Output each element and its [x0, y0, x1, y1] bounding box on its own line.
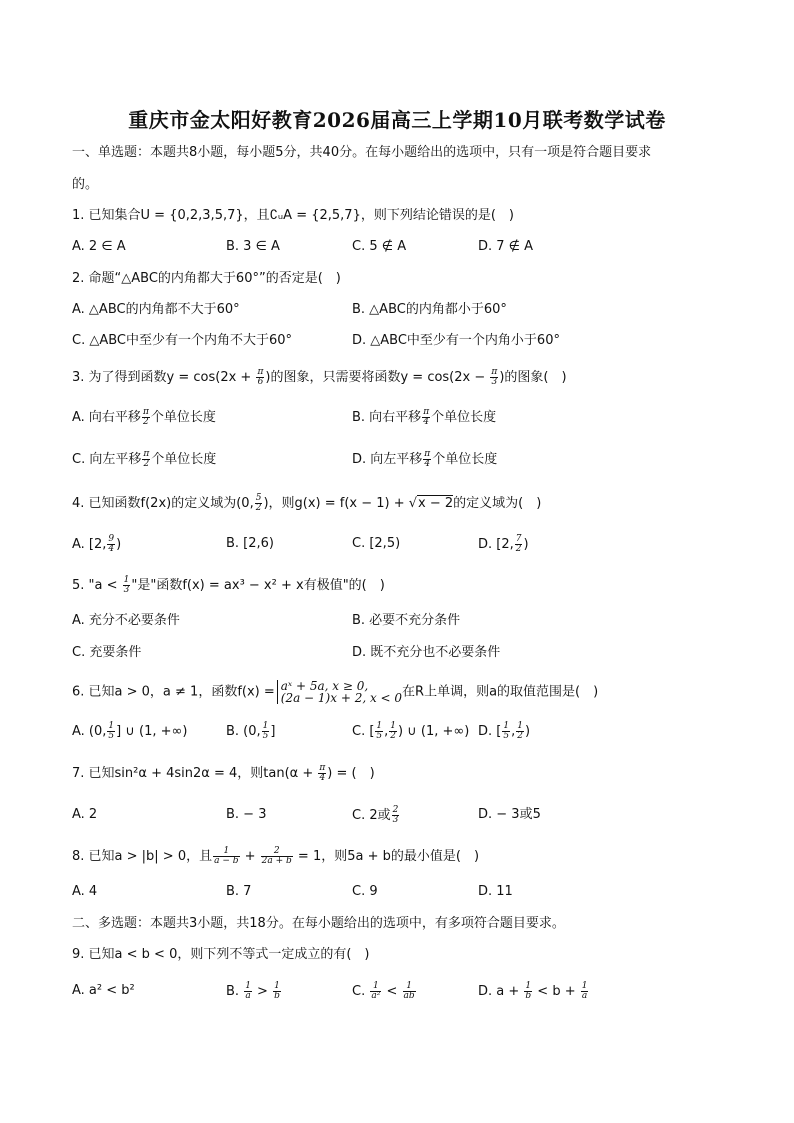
- q6-d-pre: D. [: [478, 724, 502, 739]
- q6-b-post: ]: [270, 724, 276, 739]
- section-2-heading: 二、多选题：本题共3小题，共18分。在每小题给出的选项中，有多项符合题目要求。: [72, 916, 565, 931]
- q4-option-b: B. [2,6): [226, 536, 275, 551]
- q7-f-den: 4: [319, 773, 326, 783]
- q9-b-frac-1: [244, 982, 252, 1001]
- q6-d-post: ): [524, 724, 531, 739]
- q6-c-den-1: 5: [376, 731, 383, 741]
- q4-d-pre: D. [2,: [478, 537, 514, 552]
- q2-option-d: D. △ABC中至少有一个内角小于60°: [352, 333, 560, 348]
- q9-c-mid: <: [382, 984, 402, 999]
- q1-stem: 1. 已知集合U = {0,2,3,5,7}，且∁ᵤA = {2,5,7}，则下列结论错误的是( ): [72, 208, 514, 223]
- q6-b-pre: B. (0,: [226, 724, 261, 739]
- q9-b-num-2: 1: [274, 981, 280, 991]
- q7-stem: [72, 764, 375, 783]
- q3-a-post: 个单位长度: [150, 410, 216, 425]
- q7-option-c: [352, 806, 400, 825]
- q2-option-b: B. △ABC的内角都小于60°: [352, 302, 507, 317]
- q3-c-pre: C. 向左平移: [72, 452, 142, 467]
- q9-d-num-2: 1: [581, 981, 588, 991]
- q7-stem-part-a: 7. 已知sin²α + 4sin2α = 4，则tan(α +: [72, 766, 318, 781]
- q3-c-num: π: [143, 449, 150, 459]
- section-1-heading-cont: 的。: [72, 177, 99, 192]
- q9-b-frac-2: [273, 982, 281, 1001]
- q4-d-den: 2: [515, 544, 522, 554]
- q5-f-den: 3: [123, 585, 130, 595]
- q6-a-frac: [107, 722, 115, 741]
- q3-a-pre: A. 向右平移: [72, 410, 141, 425]
- q4-option-a: [72, 535, 121, 554]
- q7-c-num: 2: [392, 805, 399, 815]
- q7-option-d: D. − 3或5: [478, 807, 541, 822]
- q3-d-post: 个单位长度: [432, 452, 498, 467]
- q8-option-b: B. 7: [226, 884, 252, 899]
- q9-c-den-2: ab: [403, 991, 415, 1001]
- q5-stem: [72, 576, 385, 595]
- q8-f2-num: 2: [261, 847, 293, 857]
- q8-option-a: A. 4: [72, 884, 98, 899]
- q7-option-b: B. − 3: [226, 807, 267, 822]
- q3-b-pre: B. 向右平移: [352, 410, 422, 425]
- q3-option-a: [72, 408, 216, 427]
- q7-option-a: A. 2: [72, 807, 98, 822]
- q3-stem-part-c: )的图象( ): [499, 370, 567, 385]
- q8-stem-part-b: = 1，则5a + b的最小值是( ): [293, 849, 480, 864]
- q9-stem: 9. 已知a < b < 0，则下列不等式一定成立的有( ): [72, 947, 370, 962]
- q4-d-post: ): [523, 537, 529, 552]
- q6-d-den-2: 2: [517, 731, 523, 741]
- q7-stem-part-b: ) = ( ): [327, 766, 375, 781]
- q9-d-frac-2: [581, 982, 589, 1001]
- q9-c-frac-1: [370, 982, 381, 1001]
- q4-d-num: 7: [515, 534, 522, 544]
- q4-stem-part-a: 4. 已知函数f(2x)的定义域为(0,: [72, 496, 254, 511]
- q9-option-c: [352, 982, 417, 1001]
- q9-d-pre: D. a +: [478, 984, 524, 999]
- q6-d-frac-2: [516, 722, 524, 741]
- q6-option-a: [72, 722, 187, 741]
- q1-option-c: C. 5 ∉ A: [352, 239, 407, 254]
- q9-d-frac-1: [524, 982, 532, 1001]
- q4-f-den: 2: [255, 503, 262, 513]
- q6-stem-part-a: 6. 已知a > 0，a ≠ 1，函数f(x) =: [72, 684, 275, 700]
- q9-option-a: A. a² < b²: [72, 983, 135, 998]
- q4-a-frac: [107, 535, 115, 554]
- q3-option-b: [352, 408, 496, 427]
- q3-c-frac: [142, 450, 150, 469]
- q1-option-a: A. 2 ∈ A: [72, 239, 126, 254]
- q7-c-frac: [392, 806, 400, 825]
- q3-option-c: [72, 450, 216, 469]
- q6-a-num: 1: [108, 721, 115, 731]
- q6-piece-1: aˣ + 5a, x ≥ 0,: [280, 679, 369, 693]
- q6-c-mid: ,: [384, 724, 389, 739]
- section-1-heading: 一、单选题：本题共8小题，每小题5分，共40分。在每小题给出的选项中，只有一项是符合题目要求: [72, 145, 652, 160]
- q4-a-pre: A. [2,: [72, 537, 107, 552]
- q5-option-c: C. 充要条件: [72, 645, 142, 660]
- q6-b-frac: [262, 722, 270, 741]
- q6-a-den: 5: [108, 731, 115, 741]
- q5-f-num: 1: [123, 575, 130, 585]
- q6-d-frac-1: [502, 722, 510, 741]
- q6-a-post: ] ∪ (1, +∞): [116, 724, 188, 739]
- q6-c-den-2: 2: [390, 731, 397, 741]
- q6-c-frac-2: [389, 722, 397, 741]
- q6-option-b: [226, 722, 275, 741]
- q4-d-frac: [515, 535, 523, 554]
- q3-c-post: 个单位长度: [151, 452, 217, 467]
- q9-c-num-1: 1: [370, 982, 381, 992]
- q9-b-den-2: b: [274, 991, 280, 1001]
- q3-d-pre: D. 向左平移: [352, 452, 423, 467]
- q3-d-frac: [423, 450, 431, 469]
- q4-option-d: [478, 535, 529, 554]
- q4-fraction: [255, 494, 263, 513]
- q6-c-num-2: 1: [390, 721, 397, 731]
- q6-option-c: [352, 722, 469, 741]
- q8-f2-den: 2a + b: [261, 856, 292, 866]
- q4-stem: [72, 494, 541, 513]
- q9-c-pre: C.: [352, 984, 370, 999]
- q3-stem-part-a: 3. 为了得到函数y = cos(2x +: [72, 370, 256, 385]
- q6-stem-part-b: 在R上单调，则a的取值范围是( ): [402, 684, 599, 700]
- q8-option-d: D. 11: [478, 884, 513, 899]
- q8-f1-num: 1: [213, 847, 239, 857]
- q3-b-frac: [422, 408, 430, 427]
- q6-d-den-1: 5: [503, 731, 510, 741]
- q2-option-c: C. △ABC中至少有一个内角不大于60°: [72, 333, 293, 348]
- q3-d-den: 4: [424, 459, 431, 469]
- q6-d-num-2: 1: [517, 721, 523, 731]
- q6-piecewise: [277, 680, 402, 704]
- q3-d-num: π: [424, 449, 431, 459]
- q2-option-a: A. △ABC的内角都不大于60°: [72, 302, 240, 317]
- q5-option-d: D. 既不充分也不必要条件: [352, 645, 501, 660]
- q3-c-den: 2: [143, 459, 150, 469]
- q3-b-den: 4: [423, 417, 430, 427]
- q4-f-num: 5: [255, 493, 262, 503]
- q7-c-den: 3: [392, 815, 399, 825]
- q8-fraction-2: [261, 847, 293, 866]
- q3-stem-part-b: )的图象，只需要将函数y = cos(2x −: [265, 370, 490, 385]
- q6-piece-2: (2a − 1)x + 2, x < 0: [280, 691, 403, 705]
- q4-a-num: 9: [108, 534, 115, 544]
- q3-f2-den: 3: [491, 377, 498, 387]
- q3-option-d: [352, 450, 497, 469]
- q2-stem: 2. 命题“△ABC的内角都大于60°”的否定是( ): [72, 271, 341, 286]
- q9-d-num-1: 1: [525, 981, 532, 991]
- q5-stem-part-a: 5. "a <: [72, 578, 122, 593]
- q6-option-d: [478, 722, 530, 741]
- q4-radicand: x − 2: [418, 496, 454, 511]
- q9-b-pre: B.: [226, 984, 244, 999]
- q6-b-den: 5: [262, 731, 269, 741]
- q3-fraction-2: [490, 368, 498, 387]
- q9-d-mid: < b +: [533, 984, 580, 999]
- q9-option-b: [226, 982, 282, 1001]
- q9-option-d: [478, 982, 589, 1001]
- q7-f-num: π: [319, 763, 326, 773]
- q9-b-den-1: a: [245, 991, 251, 1001]
- q3-b-post: 个单位长度: [431, 410, 497, 425]
- q6-c-frac-1: [375, 722, 383, 741]
- q6-c-pre: C. [: [352, 724, 375, 739]
- q5-fraction: [123, 576, 131, 595]
- q1-option-b: B. 3 ∈ A: [226, 239, 280, 254]
- q6-b-num: 1: [262, 721, 269, 731]
- q8-stem-part-a: 8. 已知a > |b| > 0，且: [72, 849, 213, 864]
- q5-stem-part-b: "是"函数f(x) = ax³ − x² + x有极值"的( ): [131, 578, 385, 593]
- q9-d-den-2: a: [581, 991, 588, 1001]
- q4-a-den: 4: [108, 544, 115, 554]
- q9-d-den-1: b: [525, 991, 532, 1001]
- q6-a-pre: A. (0,: [72, 724, 107, 739]
- q4-a-post: ): [116, 537, 122, 552]
- q4-stem-part-c: 的定义域为( ): [453, 496, 542, 511]
- q4-option-c: C. [2,5): [352, 536, 401, 551]
- q6-d-mid: ,: [511, 724, 516, 739]
- q9-c-frac-2: [403, 982, 416, 1001]
- q9-c-den-1: a²: [371, 991, 381, 1001]
- q6-c-post: ) ∪ (1, +∞): [398, 724, 470, 739]
- q8-fraction-1: [213, 847, 239, 866]
- q8-plus: +: [240, 849, 260, 864]
- q3-stem: [72, 368, 567, 387]
- q8-f1-den: a − b: [214, 856, 239, 866]
- q3-a-num: π: [142, 407, 149, 417]
- q7-fraction: [318, 764, 326, 783]
- q4-stem-part-b: )，则g(x) = f(x − 1) + √: [263, 496, 418, 511]
- page-title: 重庆市金太阳好教育2026届高三上学期10月联考数学试卷: [128, 108, 666, 132]
- q5-option-a: A. 充分不必要条件: [72, 613, 180, 628]
- q3-f2-num: π: [491, 367, 498, 377]
- q9-b-mid: >: [252, 984, 273, 999]
- q3-a-den: 2: [143, 417, 149, 427]
- q3-f1-den: 6: [257, 377, 264, 387]
- q8-option-c: C. 9: [352, 884, 378, 899]
- q6-stem: [72, 680, 598, 704]
- q9-c-num-2: 1: [403, 982, 416, 992]
- q3-fraction-1: [256, 368, 264, 387]
- q3-b-num: π: [423, 407, 430, 417]
- q1-option-d: D. 7 ∉ A: [478, 239, 534, 254]
- q6-d-num-1: 1: [503, 721, 510, 731]
- q7-c-pre: C. 2或: [352, 808, 391, 823]
- q5-option-b: B. 必要不充分条件: [352, 613, 461, 628]
- q6-c-num-1: 1: [376, 721, 383, 731]
- q9-b-num-1: 1: [245, 981, 251, 991]
- q3-a-frac: [142, 408, 150, 427]
- q3-f1-num: π: [257, 367, 264, 377]
- q8-stem: [72, 847, 479, 866]
